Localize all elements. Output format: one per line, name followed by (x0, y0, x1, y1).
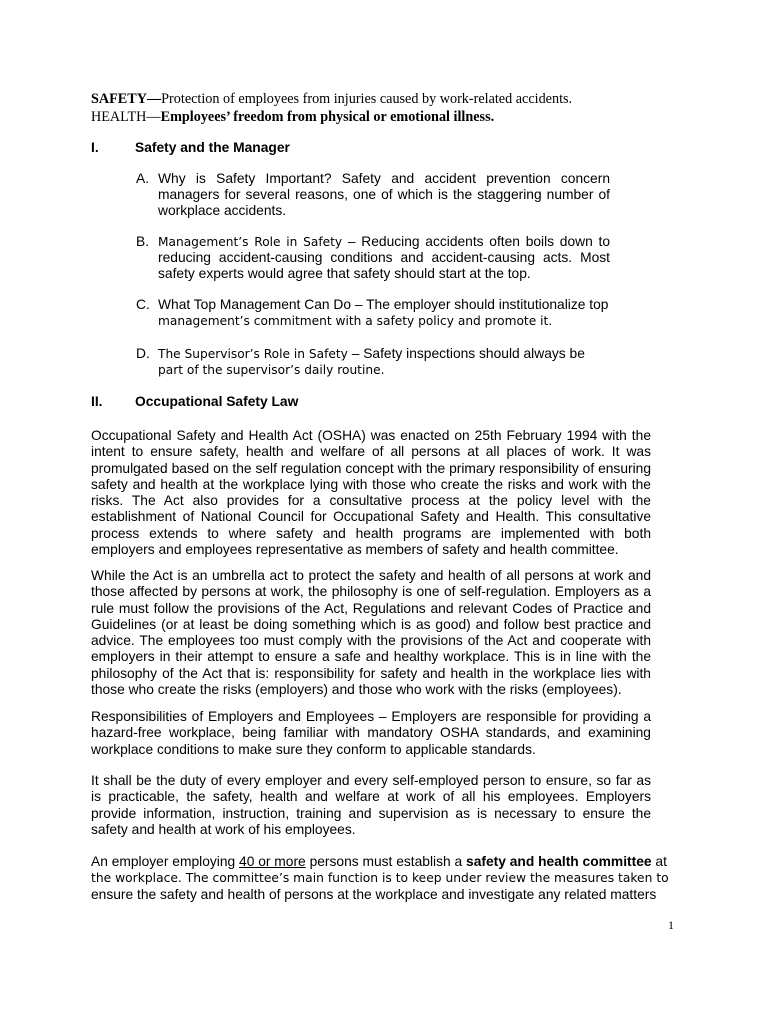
item-b-letter: B. (136, 234, 150, 249)
item-b-text: – Reducing accidents often boils down to reducing accident-causing conditions and accident-causing acts. Most safety experts would agree that safety should start at the top. (158, 234, 610, 281)
health-term: HEALTH— (91, 109, 161, 125)
para5-small-line: the workplace. The committee’s main function is to keep under review the measures taken to (91, 871, 669, 886)
item-d-letter: D. (136, 346, 150, 361)
para5-last-line: ensure the safety and health of persons at the workplace and investigate any related matters (91, 886, 657, 902)
osha-paragraph-1: Occupational Safety and Health Act (OSHA) was enacted on 25th February 1994 with the intent to ensure safety, health and welfare of all persons at all places of work. It was promulgated based on the self regulation concept with the primary responsibility of ensuring safety and health at the workplace lying with those who create the risks and work with the risks. The Act also provides for a consultative process at the policy level with the establishment of National Council for Occupational Safety and Health. This consultative process extends to where safety and health programs are implemented with both employers and employees representative as members of safety and health committee. (91, 428, 651, 558)
osha-paragraph-2: While the Act is an umbrella act to protect the safety and health of all persons at work and those affected by persons at work, the philosophy is one of self-regulation. Employers as a rule must follow the provisions of the Act, Regulations and relevant Codes of Practice and Guidelines (or at least be doing something which is as good) and follow best practice and advice. The employees too must comply with the provisions of the Act and cooperate with employers in their attempt to ensure a safe and healthy workplace. This is in line with the philosophy of the Act that is: responsibility for safety and health in the workplace lies with those who create the risks (employers) and those who work with the risks (employees). (91, 568, 651, 698)
para5-bold: safety and health committee (466, 854, 652, 869)
para5-post: at (651, 854, 667, 869)
section-1-item-c (136, 297, 610, 329)
section-2-title: Occupational Safety Law (135, 394, 299, 409)
safety-term: SAFETY— (91, 91, 162, 107)
item-d-text: – Safety inspections should always be (347, 346, 585, 361)
page-number: 1 (668, 918, 674, 932)
para5-pre: An employer employing (91, 854, 240, 869)
osha-paragraph-4: It shall be the duty of every employer and every self-employed person to ensure, so far as is practicable, the safety, health and welfare at work of all his employees. Employers provide information, instruction, training and supervision as is necessary to ensure the safety and health at work of his employees. (91, 773, 651, 837)
definitions-block (91, 90, 691, 126)
item-a-text: Why is Safety Important? Safety and accident prevention concern managers for several reasons, one of which is the staggering number of workplace accidents. (158, 171, 610, 218)
para5-underlined: 40 or more (239, 854, 306, 869)
section-2-number: II. (91, 394, 103, 409)
section-1-item-b (136, 234, 610, 282)
item-c-body (158, 297, 610, 329)
osha-paragraph-3: Responsibilities of Employers and Employees – Employers are responsible for providing a hazard-free workplace, being familiar with mandatory OSHA standards, and examining workplace conditions to make sure they conform to applicable standards. (91, 709, 651, 757)
section-1-heading (91, 139, 290, 157)
item-d-tail: part of the supervisor’s daily routine. (158, 363, 385, 377)
item-b-body (158, 234, 610, 282)
section-2-heading (91, 393, 298, 411)
health-text: Employees’ freedom from physical or emotional illness. (160, 109, 495, 125)
item-a-letter: A. (136, 171, 150, 186)
item-d-lead: The Supervisor’s Role in Safety (158, 347, 348, 361)
osha-paragraph-5 (91, 854, 669, 903)
para5-mid: persons must establish a (305, 854, 467, 869)
health-definition (91, 108, 691, 126)
item-c-text: What Top Management Can Do – The employer should institutionalize top (158, 297, 609, 312)
section-1-number: I. (91, 140, 99, 155)
item-c-letter: C. (136, 297, 150, 312)
safety-text: Protection of employees from injuries caused by work-related accidents. (161, 91, 573, 107)
section-1-item-a (136, 171, 610, 219)
safety-definition (91, 90, 691, 108)
section-1-title: Safety and the Manager (135, 140, 290, 155)
item-c-tail: management’s commitment with a safety policy and promote it. (158, 314, 553, 328)
section-1-item-d (136, 346, 610, 378)
item-b-lead: Management’s Role in Safety (158, 235, 343, 249)
item-d-body (158, 346, 610, 378)
